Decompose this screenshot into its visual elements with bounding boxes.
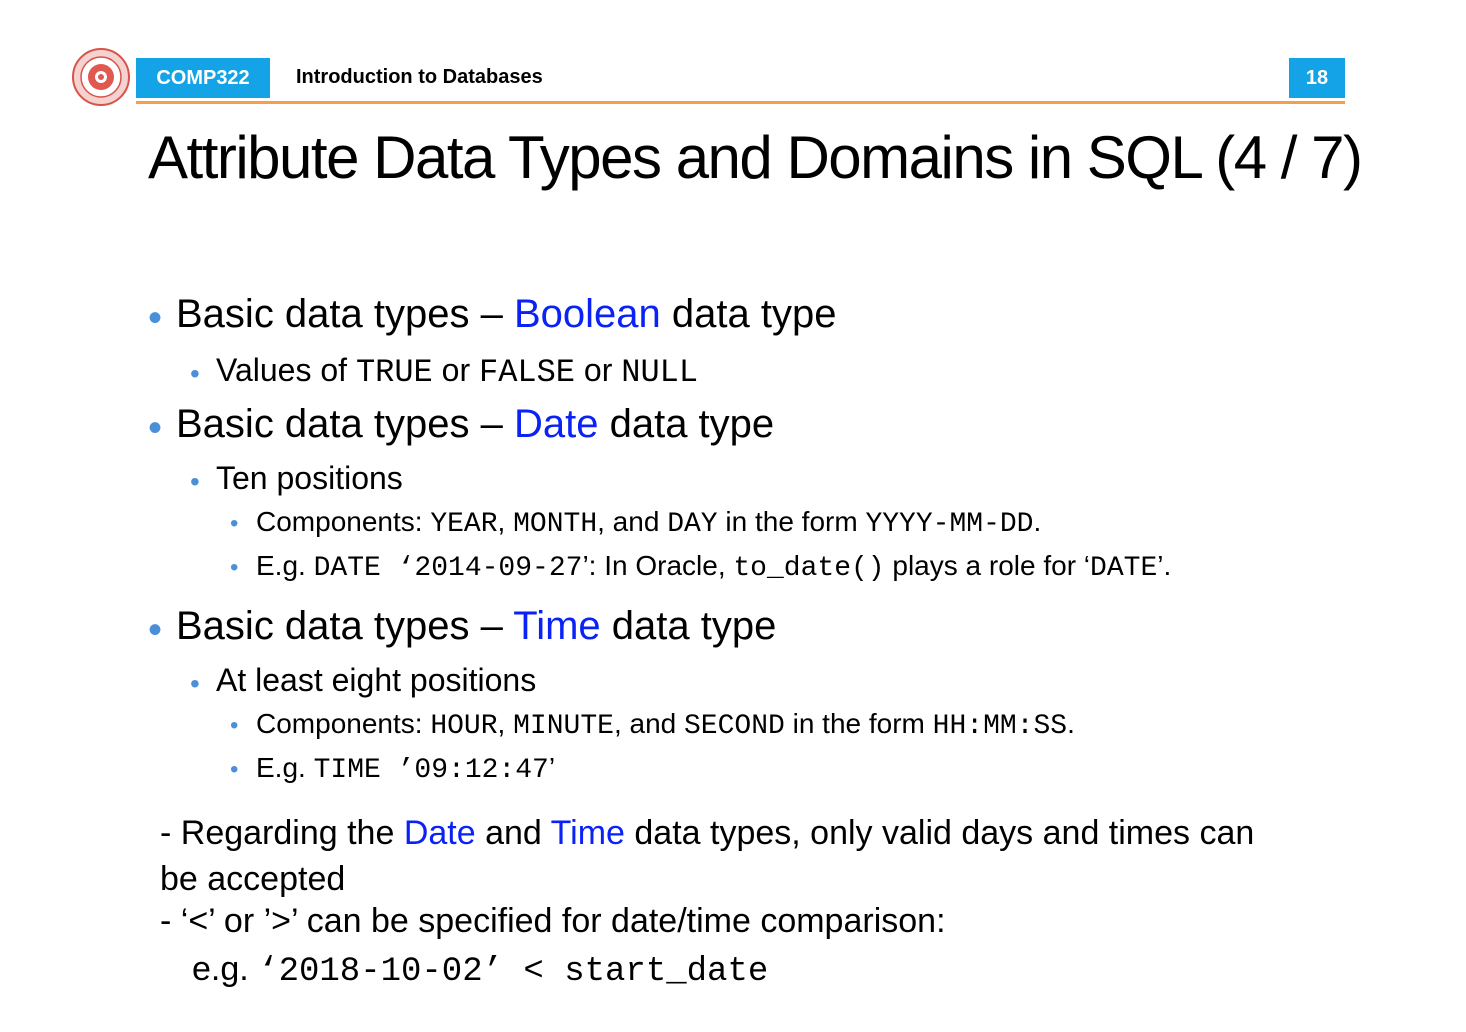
bullet-text: Basic data types –: [176, 292, 514, 336]
keyword-date: Date: [403, 814, 476, 852]
text: plays a role for ‘: [884, 550, 1091, 581]
sub-bullet-date-positions: Ten positions: [216, 460, 403, 496]
sub-bullet-date-example: [256, 550, 1171, 584]
bullet-text: data type: [598, 402, 775, 446]
text: data types, only valid days and times can: [624, 814, 1255, 852]
note-line-2: be accepted: [160, 860, 346, 898]
text: Values of: [216, 352, 356, 388]
page-number: 18: [1289, 58, 1345, 98]
code-date-format: YYYY-MM-DD: [865, 509, 1034, 540]
code-null: NULL: [621, 354, 699, 391]
course-badge: COMP322: [136, 58, 270, 98]
text: ,: [497, 708, 514, 739]
text: E.g.: [256, 752, 314, 783]
text: E.g.: [256, 550, 314, 581]
code-time-example: TIME ’09:12:47: [313, 755, 549, 786]
keyword-time: Time: [550, 814, 625, 852]
text: ’.: [1157, 550, 1172, 581]
bullet-icon: •: [190, 358, 200, 389]
header-divider: [136, 101, 1345, 104]
code-day: DAY: [667, 509, 718, 540]
bullet-text: Basic data types –: [176, 402, 514, 446]
text: ’: [548, 752, 556, 783]
code-second: SECOND: [684, 711, 785, 742]
text: and: [475, 814, 551, 852]
note-line-1: [160, 814, 1254, 853]
bullet-date: [176, 402, 774, 447]
sub-bullet-time-positions: At least eight positions: [216, 662, 537, 698]
slide-title: Attribute Data Types and Domains in SQL (4 / 7): [148, 124, 1362, 191]
code-year: YEAR: [430, 509, 498, 540]
bullet-boolean: [176, 292, 836, 337]
bullet-icon: •: [230, 510, 239, 537]
keyword-boolean: Boolean: [513, 292, 661, 336]
note-line-4: [192, 950, 768, 991]
sub-bullet-boolean-values: [216, 352, 698, 391]
bullet-time: [176, 604, 776, 649]
bullet-icon: •: [148, 406, 163, 450]
code-date: DATE: [1090, 553, 1158, 584]
code-to-date: to_date(): [733, 553, 885, 584]
bullet-icon: •: [230, 756, 239, 783]
code-false: FALSE: [478, 354, 575, 391]
keyword-date: Date: [513, 402, 599, 446]
bullet-text: Basic data types –: [176, 604, 514, 648]
code-hour: HOUR: [430, 711, 498, 742]
bullet-icon: •: [190, 466, 200, 497]
text: - Regarding the: [160, 814, 404, 852]
text: Components:: [256, 708, 431, 739]
text: ,: [497, 506, 514, 537]
university-seal-icon: [72, 48, 130, 106]
text: Components:: [256, 506, 431, 537]
text: in the form: [784, 708, 933, 739]
text: e.g.: [192, 950, 259, 988]
text: .: [1067, 708, 1075, 739]
text: .: [1033, 506, 1042, 537]
bullet-icon: •: [148, 296, 163, 340]
code-month: MONTH: [513, 509, 598, 540]
header-title: Introduction to Databases: [296, 66, 543, 88]
text: , and: [613, 708, 684, 739]
bullet-icon: •: [190, 668, 200, 699]
keyword-time: Time: [513, 604, 601, 648]
bullet-text: data type: [600, 604, 777, 648]
text: , and: [597, 506, 668, 537]
bullet-icon: •: [148, 608, 163, 652]
code-date-example: DATE ‘2014-09-27: [313, 553, 583, 584]
bullet-icon: •: [230, 554, 239, 581]
text: or: [575, 352, 622, 388]
text: ’: In Oracle,: [582, 550, 734, 581]
code-time-format: HH:MM:SS: [932, 711, 1068, 742]
text: or: [432, 352, 479, 388]
bullet-text: data type: [660, 292, 837, 336]
sub-bullet-date-components: [256, 506, 1041, 540]
code-minute: MINUTE: [513, 711, 614, 742]
bullet-icon: •: [230, 712, 239, 739]
code-comparison-example: ‘2018-10-02’ < start_date: [258, 953, 769, 991]
code-true: TRUE: [355, 354, 433, 391]
note-line-3: - ‘<’ or ’>’ can be specified for date/time comparison:: [160, 902, 946, 940]
sub-bullet-time-components: [256, 708, 1075, 742]
sub-bullet-time-example: [256, 752, 555, 786]
text: in the form: [717, 506, 866, 537]
